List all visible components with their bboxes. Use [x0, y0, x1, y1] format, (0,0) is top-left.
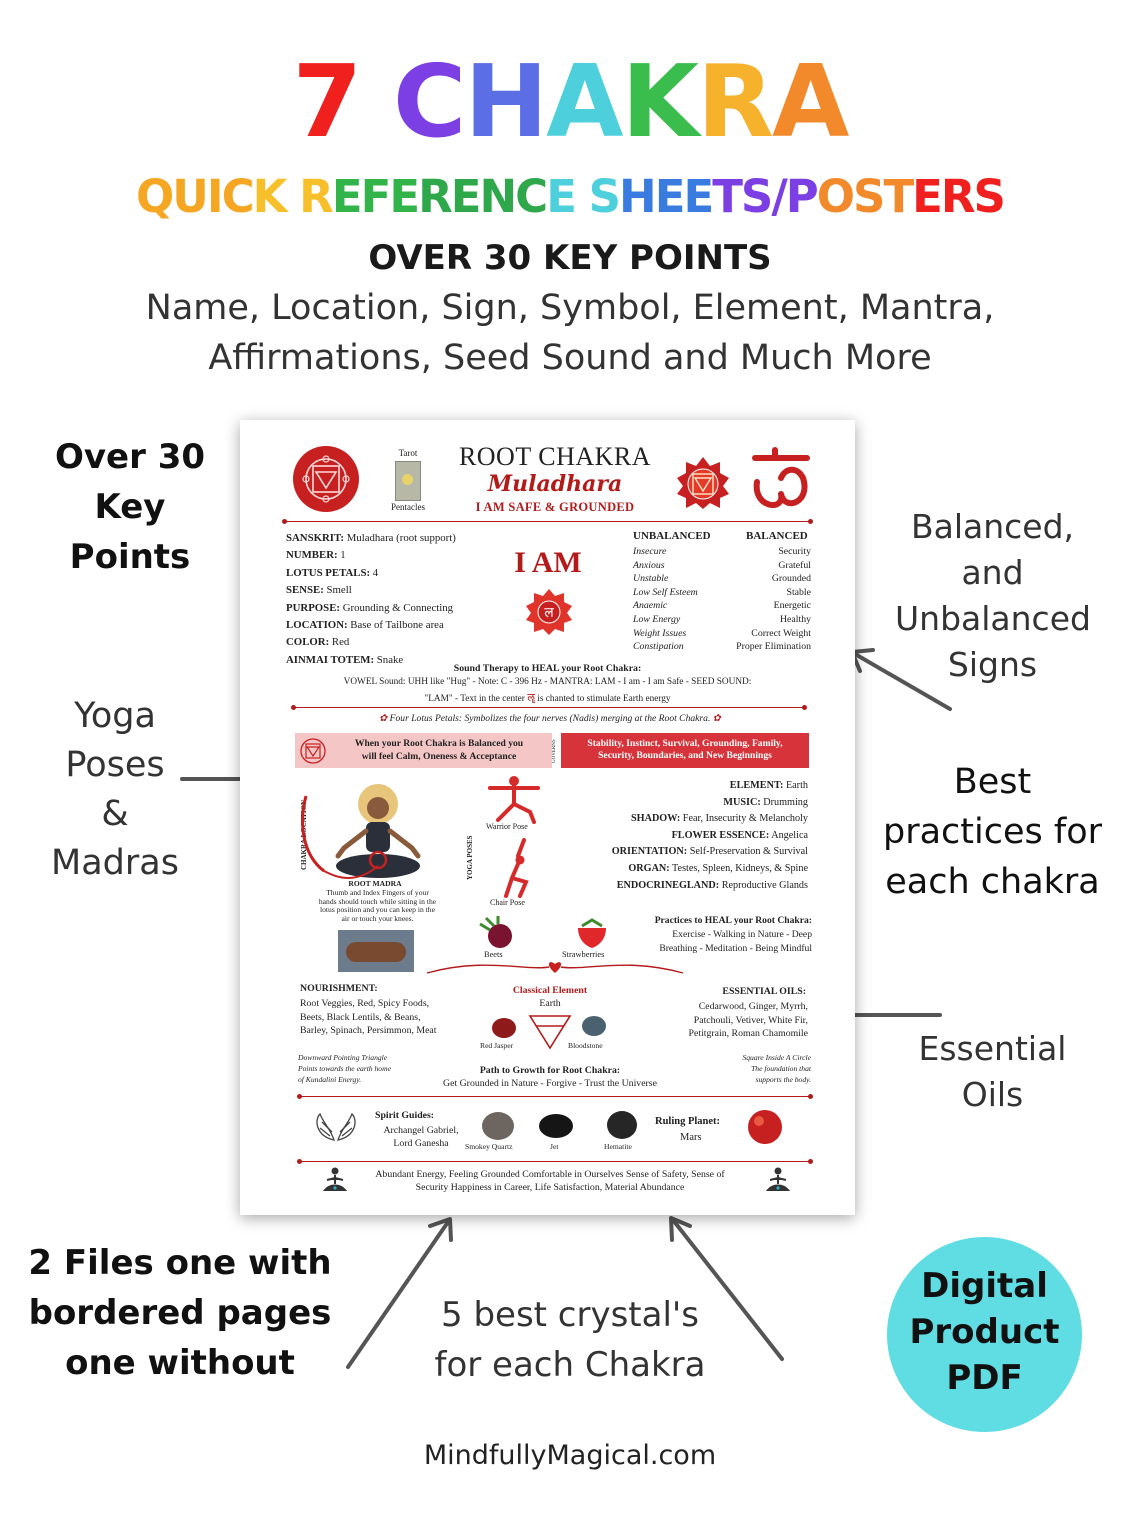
mars-planet-icon	[746, 1108, 784, 1146]
nourishment-list: Root Veggies, Red, Spicy Foods, Beets, Black Lentils, & Beans, Barley, Spinach, Persimmon, Meat	[300, 998, 437, 1037]
subtitle-letter: E	[912, 170, 941, 223]
warrior-pose-image	[486, 772, 542, 824]
chakra-affirmation: I AM SAFE & GROUNDED	[475, 500, 635, 514]
unbalanced-item: Insecure	[633, 546, 667, 557]
fact-row: LOTUS PETALS: 4	[286, 566, 379, 579]
lam-glyph-icon	[745, 442, 817, 516]
callout-line: for each Chakra	[434, 1345, 706, 1385]
balanced-item: Proper Elimination	[736, 641, 811, 653]
subtitle-letter: E	[389, 170, 419, 223]
balanced-feeling-box	[295, 733, 552, 768]
balanced-item: Grounded	[771, 573, 811, 585]
jet-label: Jet	[550, 1142, 559, 1151]
meditator-right-icon	[765, 1166, 791, 1194]
root-chakra-symbol-icon	[292, 445, 360, 513]
subtitle-letter: F	[360, 170, 390, 223]
callout-essential-oils: Essential Oils	[918, 1029, 1067, 1114]
chakra-name: ROOT CHAKRA	[458, 442, 652, 471]
lotus-icon: ✿	[379, 713, 388, 724]
fact-row: SHADOW: Fear, Insecurity & Melancholy	[631, 813, 808, 825]
badge-line: PDF	[946, 1358, 1023, 1398]
callout-line: Over 30	[54, 437, 206, 477]
governs-box	[561, 733, 809, 768]
unbalanced-item: Unstable	[633, 573, 669, 585]
tarot-card-image	[395, 461, 421, 501]
classical-element-value: Earth	[539, 998, 561, 1009]
strawberries-label: Strawberries	[562, 950, 605, 959]
title-letter: C	[393, 43, 465, 160]
callout-line: &	[101, 794, 129, 834]
angel-wings-icon	[312, 1110, 360, 1146]
root-chakra-small-icon	[525, 588, 573, 636]
sound-therapy-line-1: VOWEL Sound: UHH like "Hug" - Note: C - 396 Hz - MANTRA: LAM - I am - I am Safe - SEED SOUND:	[343, 677, 752, 687]
meditating-figure-image	[294, 776, 444, 896]
fact-row: MUSIC: Drumming	[723, 796, 808, 808]
square-note: Square Inside A Circle The foundation that supports the body.	[742, 1053, 811, 1084]
essential-oils-heading: ESSENTIAL OILS:	[722, 986, 806, 997]
callout-line: each chakra	[885, 862, 1100, 902]
subtitle-letter: U	[172, 170, 207, 223]
callout-line: practices for	[882, 812, 1102, 852]
callout-line: Unbalanced	[895, 599, 1091, 638]
divider	[300, 1161, 810, 1162]
badge-line: Digital	[921, 1266, 1048, 1306]
crystals-image	[480, 1108, 640, 1144]
subtitle-letter: /	[771, 170, 786, 223]
fact-row: AINMAI TOTEM: Snake	[286, 653, 404, 666]
svg-text:ल: ल	[544, 605, 554, 621]
digital-product-badge-text	[887, 1263, 1082, 1401]
essential-oils-list: Cedarwood, Ginger, Myrrh, Patchouli, Vetiver, White Fir, Petitgrain, Roman Chamomile	[688, 1001, 808, 1040]
subtitle-letter: S	[588, 170, 620, 223]
sound-therapy-line-2: "LAM" - Text in the center ॡ is chanted to stimulate Earth energy	[424, 692, 671, 704]
fact-row: NUMBER: 1	[286, 549, 346, 562]
lotus-petals-line: ✿ Four Lotus Petals: Symbolizes the four nerves (Nadis) merging at the Root Chakra. ✿	[379, 713, 721, 724]
subtitle-letter: C	[515, 170, 547, 223]
arrow-files	[348, 1219, 451, 1367]
lotus-icon: ✿	[712, 713, 721, 724]
subtitle-letter: R	[299, 170, 332, 223]
callout-line: and	[961, 553, 1024, 592]
callout-line: Yoga	[74, 696, 156, 736]
mudra-heading: ROOT MADRA	[348, 879, 402, 888]
practices-heading: Practices to HEAL your Root Chakra:	[654, 915, 812, 926]
fact-row: ORGAN: Testes, Spleen, Kidneys, & Spine	[628, 862, 808, 874]
governs-label: GOVERNS	[552, 739, 557, 763]
root-chakra-mandala-icon	[676, 456, 730, 510]
divider	[294, 707, 804, 708]
balanced-box-line: will feel Calm, Oneness & Acceptance	[361, 750, 517, 762]
classical-element-heading: Classical Element	[512, 985, 588, 996]
title-letter: 7	[292, 43, 361, 160]
fact-row: ELEMENT: Earth	[729, 780, 808, 791]
balanced-item: Security	[778, 546, 811, 557]
chair-pose-label: Chair Pose	[490, 898, 525, 907]
balanced-item: Correct Weight	[751, 627, 811, 639]
path-text: Get Grounded in Nature - Forgive - Trust the Universe	[443, 1078, 657, 1089]
callout-line: Best	[953, 762, 1032, 802]
subtitle-letter: E	[450, 170, 480, 223]
beets-image	[476, 916, 516, 950]
ruling-planet-heading: Ruling Planet:	[655, 1116, 721, 1127]
subtitle-letter: R	[418, 170, 451, 223]
strawberries-image	[572, 918, 612, 950]
mudra-text: Thumb and Index Fingers of your hands should touch while sitting in the lotus position and you can keep in the air or touch your knees.	[318, 888, 437, 924]
arrow-crystals	[671, 1218, 782, 1359]
keypoints-line-1: Name, Location, Sign, Symbol, Element, Mantra,	[145, 288, 995, 328]
callout-line: 5 best crystal's	[441, 1295, 699, 1335]
yoga-poses-label: YOGA POSES	[466, 835, 474, 880]
mudra-hands-image	[338, 930, 414, 972]
unbalanced-item: Anxious	[633, 559, 665, 571]
closing-text: Abundant Energy, Feeling Grounded Comfortable in Ourselves Sense of Safety, Sense of Security Happiness in Career, Life Satisfaction, Material Abundance	[375, 1169, 725, 1193]
fact-row: ORIENTATION: Self-Preservation & Survival	[611, 846, 808, 858]
subtitle-letter: H	[619, 170, 655, 223]
triangle-note: Downward Pointing Triangle Points towards the earth home of Kundalini Energy.	[298, 1053, 391, 1084]
callout-line: Madras	[51, 843, 179, 883]
bloodstone-label: Bloodstone	[568, 1041, 603, 1050]
title-letter: R	[697, 43, 773, 160]
balanced-heading: BALANCED	[746, 530, 808, 542]
nourishment-heading: NOURISHMENT:	[300, 983, 378, 994]
warrior-pose-label: Warrior Pose	[486, 822, 528, 831]
subtitle-letter: C	[221, 170, 253, 223]
governs-box-line: Security, Boundaries, and New Beginnings	[598, 749, 772, 761]
balanced-item: Healthy	[779, 613, 811, 625]
subtitle-letter: Q	[136, 170, 173, 223]
path-heading: Path to Growth for Root Chakra:	[479, 1065, 621, 1076]
beets-label: Beets	[484, 950, 503, 959]
title-letter: K	[621, 43, 697, 160]
sound-therapy-heading: Sound Therapy to HEAL your Root Chakra:	[453, 663, 642, 674]
tarot-label: Tarot	[398, 448, 418, 458]
governs-box-line: Stability, Instinct, Survival, Grounding, Family,	[587, 738, 783, 749]
balanced-box-line: When your Root Chakra is Balanced you	[354, 738, 524, 749]
arrow-signs	[852, 650, 950, 709]
unbalanced-item: Constipation	[633, 641, 684, 653]
fact-row: ENDOCRINEGLAND: Reproductive Glands	[616, 879, 808, 891]
callout-line: 2 Files one with	[28, 1243, 332, 1283]
subtitle-letter: P	[785, 170, 817, 223]
unbalanced-heading: UNBALANCED	[633, 530, 711, 542]
subtitle-letter: E	[683, 170, 713, 223]
callout-line: one without	[65, 1343, 295, 1383]
lam-glyph-small-icon: ॡ	[527, 692, 535, 704]
balanced-item: Energetic	[773, 600, 811, 612]
chair-pose-image	[490, 838, 542, 900]
footer-website[interactable]: MindfullyMagical.com	[423, 1440, 717, 1471]
callout-line: Key	[94, 487, 166, 527]
title-letter: H	[464, 43, 547, 160]
heart-divider-icon	[425, 957, 685, 977]
subtitle-letter: R	[940, 170, 974, 223]
subtitle-letter: T	[883, 170, 913, 223]
right-facts-list	[540, 778, 808, 894]
hematite-label: Hematite	[604, 1142, 632, 1151]
subtitle-letter: S	[740, 170, 772, 223]
fact-row: COLOR: Red	[286, 636, 350, 649]
fact-row: FLOWER ESSENCE: Angelica	[671, 829, 808, 841]
subtitle-letter: I	[206, 170, 222, 223]
title-letter: A	[772, 43, 848, 160]
subtitle-letter: K	[252, 170, 286, 223]
subtitle-letter: N	[479, 170, 516, 223]
subtitle-letter: E	[654, 170, 684, 223]
subtitle-letter: T	[712, 170, 741, 223]
unbalanced-item: Anaemic	[633, 600, 668, 612]
subtitle-letter: E	[331, 170, 361, 223]
callout-line: Balanced,	[910, 507, 1075, 546]
badge-line: Product	[909, 1312, 1060, 1352]
divider	[300, 1096, 810, 1097]
subtitle-letter: S	[853, 170, 884, 223]
unbalanced-item: Low Self Esteem	[633, 586, 698, 598]
balanced-item: Stable	[786, 586, 811, 598]
keypoints-line-2: Affirmations, Seed Sound and Much More	[208, 338, 932, 378]
divider	[285, 521, 810, 522]
balanced-item: Grateful	[778, 559, 811, 571]
root-chakra-tiny-icon	[299, 737, 327, 765]
balanced-list	[710, 545, 811, 654]
fact-row: SENSE: Smell	[286, 584, 352, 597]
spirit-guides-list: Archangel Gabriel, Lord Ganesha	[383, 1125, 459, 1149]
practices-list: Exercise - Walking in Nature - Deep Breathing - Meditation - Being Mindful	[659, 929, 812, 954]
fact-row: PURPOSE: Grounding & Connecting	[286, 601, 454, 614]
red-jasper-label: Red Jasper	[480, 1041, 514, 1050]
callout-line: Points	[69, 537, 191, 577]
unbalanced-item: Low Energy	[633, 613, 681, 625]
subtitle-letter: S	[973, 170, 1004, 223]
subtitle-letter: E	[546, 170, 575, 223]
facts-list	[286, 530, 526, 669]
chakra-location-label: CHAKRA LOCATION	[300, 799, 308, 870]
callout-line: bordered pages	[28, 1293, 332, 1333]
callout-line: Poses	[65, 745, 165, 785]
chakra-poster	[240, 420, 855, 1215]
subtitle-letter: O	[816, 170, 854, 223]
i-am-heading: I AM	[514, 546, 582, 579]
smokey-quartz-label: Smokey Quartz	[465, 1142, 513, 1151]
unbalanced-item: Weight Issues	[633, 627, 687, 639]
spirit-guides-heading: Spirit Guides:	[375, 1110, 435, 1121]
title-letter: A	[546, 43, 622, 160]
chakra-sanskrit-name: Muladhara	[487, 471, 623, 497]
fact-row: LOCATION: Base of Tailbone area	[286, 619, 444, 632]
ruling-planet-value: Mars	[680, 1132, 702, 1143]
fact-row: SANSKRIT: Muladhara (root support)	[286, 532, 456, 544]
keypoints-heading: OVER 30 KEY POINTS	[368, 238, 772, 278]
tarot-card-name: Pentacles	[391, 502, 425, 512]
callout-line: Signs	[947, 645, 1038, 684]
